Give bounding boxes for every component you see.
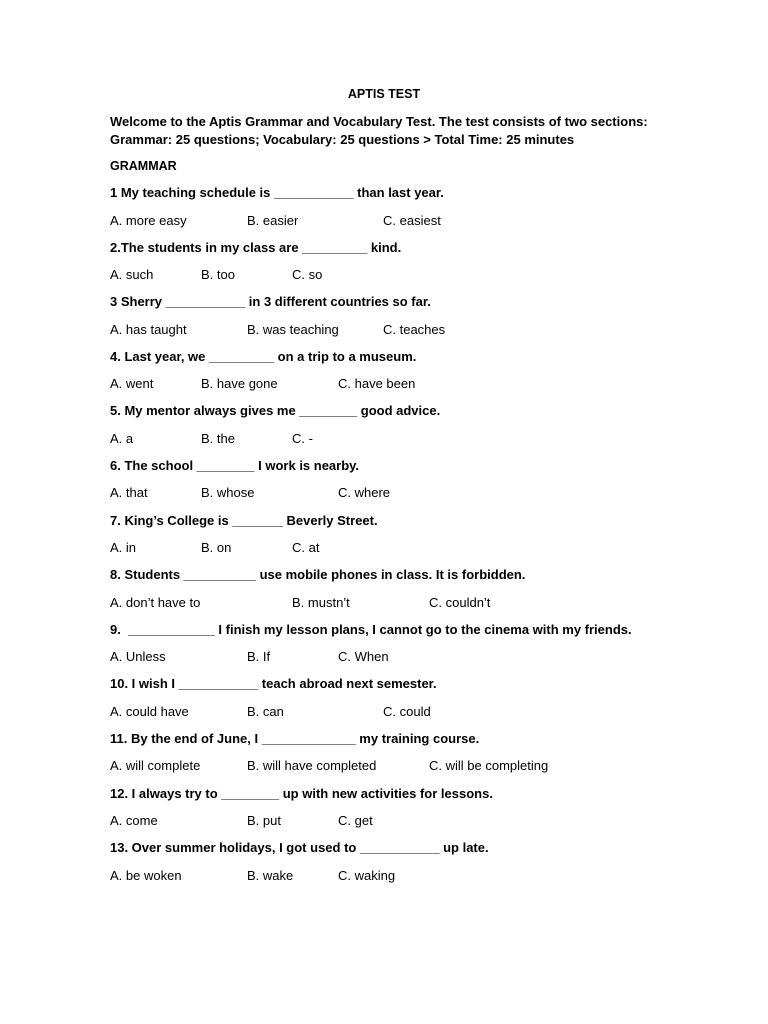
intro-paragraph: Welcome to the Aptis Grammar and Vocabulary Test. The test consists of two sections: Grammar: 25 questions; Vocabulary: 25 questions > Total Time: 25 minutes — [110, 114, 648, 147]
option-c: C. couldn’t — [429, 594, 491, 610]
question — [110, 786, 670, 841]
option-b: B. on — [201, 540, 232, 556]
option-b: B. easier — [247, 212, 299, 228]
option-a: A. will complete — [110, 758, 201, 774]
option-a: A. Unless — [110, 649, 166, 665]
option-a: A. be woken — [110, 867, 182, 883]
question-stem: 11. By the end of June, I _____________ my training course. — [110, 730, 480, 746]
option-c: C. could — [383, 703, 431, 719]
option-c: C. waking — [338, 867, 396, 883]
question — [110, 840, 670, 895]
question — [110, 676, 670, 731]
option-a: A. could have — [110, 703, 189, 719]
option-b: B. wake — [247, 867, 294, 883]
option-b: B. too — [201, 267, 235, 283]
option-b: B. mustn’t — [292, 594, 350, 610]
question-stem: 2.The students in my class are _________ kind. — [110, 239, 402, 255]
document-title: APTIS TEST — [347, 87, 421, 101]
option-c: C. easiest — [383, 212, 441, 228]
question — [110, 349, 670, 404]
option-a: A. a — [110, 430, 134, 446]
question-stem: 3 Sherry ___________ in 3 different countries so far. — [110, 294, 431, 310]
option-b: B. the — [201, 430, 235, 446]
question-stem: 7. King’s College is _______ Beverly Street. — [110, 512, 378, 528]
option-c: C. will be completing — [429, 758, 549, 774]
option-c: C. where — [338, 485, 391, 501]
option-b: B. whose — [201, 485, 255, 501]
question-stem: 4. Last year, we _________ on a trip to a museum. — [110, 348, 417, 364]
option-c: C. at — [292, 540, 320, 556]
option-c: C. get — [338, 813, 373, 829]
option-b: B. have gone — [201, 376, 278, 392]
option-c: C. - — [292, 430, 313, 446]
question — [110, 185, 670, 240]
question — [110, 294, 670, 349]
question-stem: 13. Over summer holidays, I got used to ___________ up late. — [110, 840, 489, 856]
option-c: C. so — [292, 267, 323, 283]
question-stem: 9. ____________ I finish my lesson plans, I cannot go to the cinema with my friends. — [110, 621, 632, 637]
option-c: C. When — [338, 649, 389, 665]
option-b: B. If — [247, 649, 271, 665]
question-stem: 8. Students __________ use mobile phones in class. It is forbidden. — [110, 567, 526, 583]
option-a: A. don’t have to — [110, 594, 201, 610]
question-stem: 10. I wish I ___________ teach abroad next semester. — [110, 676, 437, 692]
option-a: A. in — [110, 540, 137, 556]
option-b: B. can — [247, 703, 284, 719]
question-list — [110, 185, 670, 895]
question-stem: 12. I always try to ________ up with new activities for lessons. — [110, 785, 493, 801]
option-a: A. has taught — [110, 321, 187, 337]
question-stem: 6. The school ________ I work is nearby. — [110, 457, 360, 473]
option-b: B. was teaching — [247, 321, 339, 337]
option-c: C. teaches — [383, 321, 446, 337]
section-heading: GRAMMAR — [110, 159, 177, 173]
question — [110, 403, 670, 458]
option-c: C. have been — [338, 376, 416, 392]
question-stem: 5. My mentor always gives me ________ good advice. — [110, 403, 441, 419]
question — [110, 458, 670, 513]
question — [110, 622, 670, 677]
question — [110, 567, 670, 622]
option-a: A. come — [110, 813, 158, 829]
option-a: A. that — [110, 485, 148, 501]
option-a: A. such — [110, 267, 154, 283]
option-a: A. more easy — [110, 212, 187, 228]
option-b: B. will have completed — [247, 758, 377, 774]
option-b: B. put — [247, 813, 281, 829]
option-a: A. went — [110, 376, 154, 392]
question — [110, 513, 670, 568]
question-stem: 1 My teaching schedule is ___________ than last year. — [110, 185, 444, 200]
question — [110, 731, 670, 786]
question — [110, 240, 670, 295]
